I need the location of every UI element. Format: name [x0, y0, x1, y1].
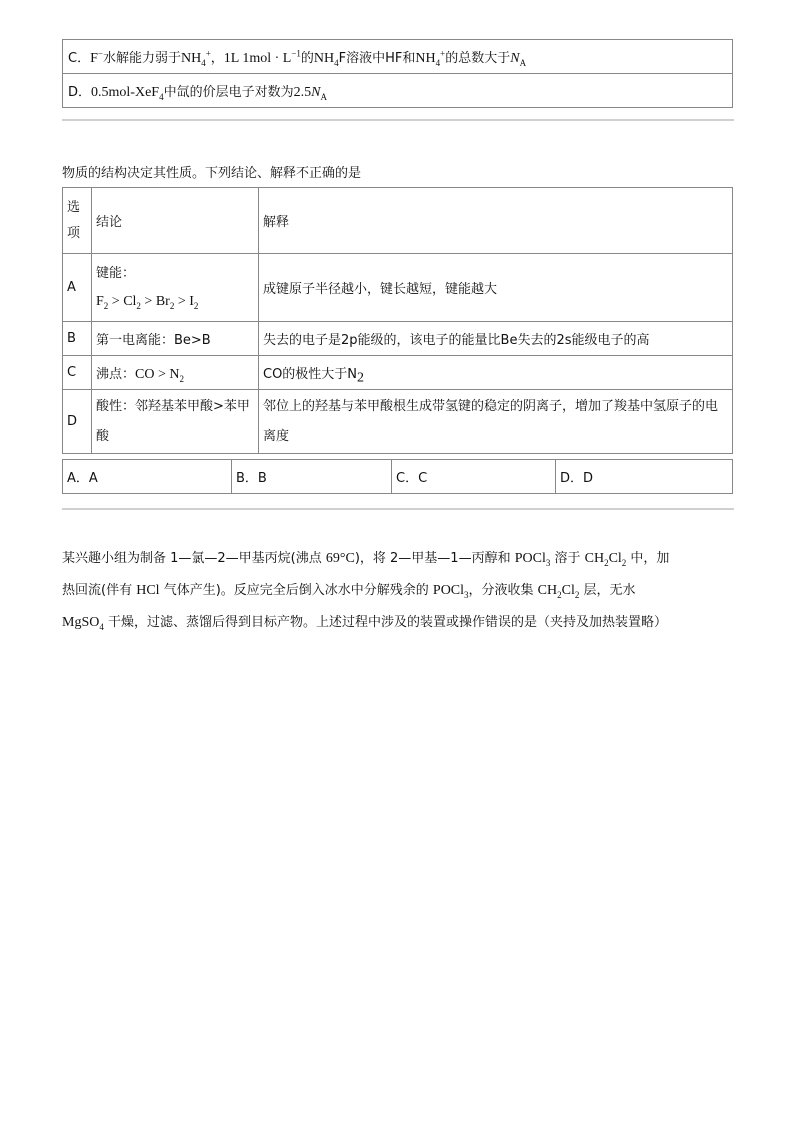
table-row-c [63, 356, 733, 390]
option-d[interactable] [63, 74, 733, 108]
line1-pocl3: POCl$_3$ [514, 551, 551, 568]
formula-value: $2.5N_A$ [293, 84, 327, 102]
header-conclusion-text: 结论 [96, 215, 123, 230]
line1-temp: 69°C [325, 551, 355, 566]
xef-amount: 0.5mol-XeF [91, 84, 160, 100]
line3-mg-text: MgSO [62, 615, 100, 630]
nh-symbol: NH [180, 50, 202, 66]
formula-nh4: $NH_4^+$ [180, 47, 211, 68]
answer-c[interactable]: C．C [392, 460, 556, 494]
line1-pocl-text: POCl [514, 551, 546, 566]
row-a-conclusion-label: 键能： [96, 265, 136, 281]
header-conclusion [92, 188, 259, 254]
line1-c: 溶于 [550, 551, 585, 566]
line2-hcl: HCl [136, 583, 160, 598]
para-line-1 [62, 543, 734, 575]
header-option [63, 188, 92, 254]
question-table [62, 187, 733, 454]
line2-d: 层，无水 [579, 583, 636, 598]
formula-conc: 1L $1mol \cdot L^{-1}$ [223, 47, 301, 66]
formula-na: $N_A$ [510, 50, 527, 68]
header-explanation-text: 解释 [263, 215, 290, 230]
na-symbol: N [510, 50, 520, 66]
na-symbol-d: N [311, 84, 321, 100]
option-c-text1: 水解能力弱于 [102, 50, 181, 66]
row-a-conclusion [92, 254, 259, 322]
line2-b: 气体产生)。反应完全后倒入冰水中分解残余的 [159, 583, 433, 598]
row-c-formula: CO > $N_2$ [135, 366, 184, 384]
line2-ch-text: CH [537, 583, 558, 598]
answer-d[interactable]: D．D [556, 460, 733, 494]
line2-c: ，分液收集 [468, 583, 538, 598]
conc-text: 1L 1mol · L [223, 50, 292, 66]
line1-a: 某兴趣小组为制备 1—氯—2—甲基丙烷(沸点 [62, 551, 326, 566]
row-c-conclusion [92, 356, 259, 390]
row-d-option: D [63, 390, 92, 454]
prev-options-table [62, 39, 733, 108]
header-explanation [259, 188, 733, 254]
answer-options [62, 459, 733, 494]
answer-a[interactable]: A．A [63, 460, 232, 494]
header-option-text: 选项 [67, 199, 81, 241]
option-d-text1: 中氙的价层电子对数为 [163, 84, 294, 100]
line2-pocl3: POCl$_3$ [432, 583, 469, 600]
row-a-formula: $F_2 > Cl_2 > Br_2 > I_2$ [96, 293, 199, 311]
formula-nh4-2: $NH_4^+$ [415, 47, 446, 68]
line1-d: 中，加 [626, 551, 670, 566]
divider-2 [62, 508, 734, 510]
line3-a: 干燥，过滤、蒸馏后得到目标产物。上述过程中涉及的装置或操作错误的是（夹持及加热装置略） [103, 615, 667, 630]
answer-b[interactable]: B．B [232, 460, 392, 494]
table-row-a [63, 254, 733, 322]
row-c-explanation: CO的极性大于$N_2$ [259, 356, 733, 390]
line3-mgso4: MgSO$_4$ [62, 615, 104, 632]
next-question-paragraph [62, 543, 734, 639]
row-c-conclusion-prefix: 沸点： [96, 366, 136, 382]
value-text: 2.5 [293, 84, 312, 100]
table-row-b [63, 322, 733, 356]
option-c-text5: 的总数大于 [445, 50, 511, 66]
formula-nh4f: $NH_4$ [313, 50, 339, 68]
row-c-option: C [63, 356, 92, 390]
option-c-text4: F溶液中HF和 [338, 50, 416, 66]
f-symbol: F [90, 50, 98, 66]
option-c-text3: 的 [300, 50, 314, 66]
row-a-option: A [63, 254, 92, 322]
line2-pocl-text: POCl [432, 583, 465, 598]
line2-ch2cl2: $CH_2Cl_2$ [537, 583, 580, 600]
option-d-prefix: D． [68, 84, 92, 100]
row-c-explanation-text: CO的极性大于N [263, 367, 358, 382]
line2-a: 热回流(伴有 [62, 583, 137, 598]
para-line-3 [62, 607, 734, 639]
formula-xef4: 0.5mol-XeF$_4$ [91, 84, 164, 102]
row-a-explanation: 成键原子半径越小，键长越短，键能越大 [259, 254, 733, 322]
row-d-conclusion: 酸性：邻羟基苯甲酸>苯甲酸 [92, 390, 259, 454]
nh-symbol-2: NH [415, 50, 436, 66]
row-b-conclusion: 第一电离能：Be>B [92, 322, 259, 356]
para-line-2 [62, 575, 734, 607]
line1-b: )，将 2—甲基—1—丙醇和 [354, 551, 515, 566]
nh4f-symbol: NH [313, 50, 335, 66]
table-header-row [63, 188, 733, 254]
row-b-explanation: 失去的电子是2p能级的，该电子的能量比Be失去的2s能级电子的高 [259, 322, 733, 356]
row-c-formula-text: CO > N [135, 366, 180, 382]
question-stem: 物质的结构决定其性质。下列结论、解释不正确的是 [62, 166, 362, 181]
table-row-d [63, 390, 733, 454]
divider-1 [62, 119, 734, 121]
row-b-option: B [63, 322, 92, 356]
line1-ch2cl2: $CH_2Cl_2$ [584, 551, 627, 568]
line1-ch-text: CH [584, 551, 605, 566]
option-c-comma: ， [210, 50, 224, 66]
row-d-explanation: 邻位上的羟基与苯甲酸根生成带氢键的稳定的阴离子，增加了羧基中氢原子的电离度 [259, 390, 733, 454]
option-c-prefix: C． [68, 50, 91, 66]
option-c[interactable] [63, 40, 733, 74]
formula-f: F− [90, 47, 103, 66]
